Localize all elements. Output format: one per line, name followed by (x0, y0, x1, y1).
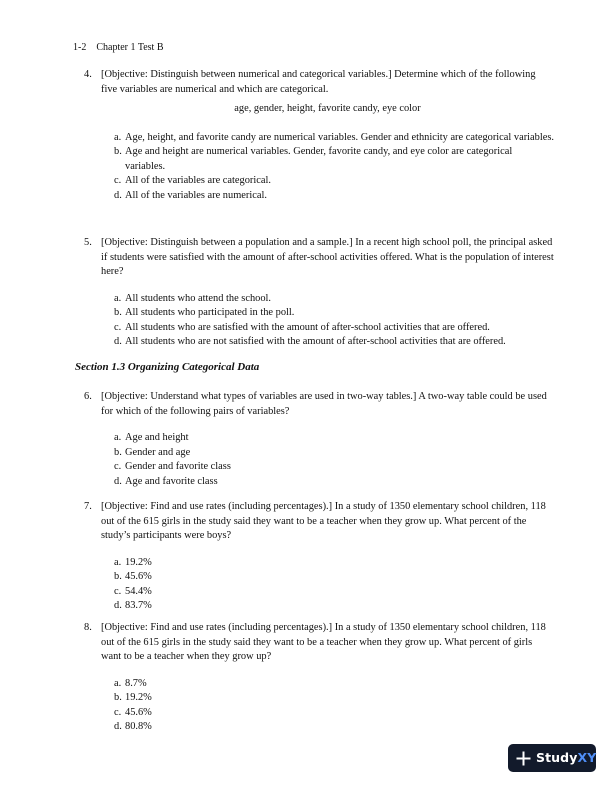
option-letter: c. (114, 706, 122, 718)
option-letter: a. (114, 292, 122, 304)
variable-list: age, gender, height, favorite candy, eye color (234, 103, 421, 114)
question-text: [Objective: Find and use rates (including percentages).] In a study of 1350 elementary school children, 118 out of the 615 girls in the study said they want to be a teacher when they grow up. What percent of girls want to be a teacher when they grow up? (101, 622, 546, 662)
section-heading: Section 1.3 Organizing Categorical Data (75, 361, 260, 373)
brand-name-main: Study (536, 749, 578, 765)
option-letter: c. (114, 175, 122, 186)
question-number: 6. (84, 391, 92, 402)
answer-option-c (114, 706, 554, 721)
option-letter: d. (114, 600, 122, 611)
question-text: [Objective: Find and use rates (including percentages).] In a study of 1350 elementary school children, 118 out of the 615 girls in the study said they want to be a teacher when they grow up. What percent of the study’s participants were boys? (101, 501, 546, 541)
answer-option-b (114, 145, 554, 174)
option-text: All students who attend the school. (125, 292, 272, 304)
answer-option-d (114, 475, 554, 490)
answer-option-a (114, 431, 554, 446)
option-text: Age, height, and favorite candy are numerical variables. Gender and ethnicity are categorical variables. (125, 131, 554, 143)
option-text: 83.7% (125, 600, 152, 611)
option-text: Age and height (125, 432, 189, 443)
option-text: Age and height are numerical variables. Gender, favorite candy, and eye color are categorical variables. (125, 146, 513, 172)
answer-option-a (114, 131, 554, 146)
answer-option-d (114, 720, 554, 735)
option-text: Age and favorite class (125, 475, 218, 487)
studyxy-logo[interactable] (508, 744, 596, 772)
question-text: [Objective: Understand what types of variables are used in two-way tables.] A two-way table could be used for which of the following pairs of variables? (101, 391, 547, 417)
answer-option-c (114, 321, 554, 336)
option-text: Gender and age (125, 446, 191, 458)
option-text: 8.7% (125, 677, 147, 689)
answer-option-a (114, 677, 554, 692)
answer-option-d (114, 335, 554, 350)
option-text: 80.8% (125, 721, 152, 732)
option-letter: d. (114, 336, 122, 347)
option-letter: a. (114, 131, 122, 143)
option-letter: b. (114, 146, 122, 157)
answer-option-d (114, 599, 554, 614)
answer-option-b (114, 691, 554, 706)
page-header (73, 41, 164, 56)
question-number: 7. (84, 501, 92, 512)
option-text: 45.6% (125, 571, 152, 582)
answer-option-a (114, 292, 554, 307)
question-text: [Objective: Distinguish between numerical and categorical variables.] Determine which of the following five variables are numerical and which are categorical. (101, 69, 536, 95)
answer-option-c (114, 174, 554, 189)
option-letter: a. (114, 677, 122, 689)
answer-option-a (114, 556, 554, 571)
option-letter: a. (114, 556, 122, 568)
chapter-title: Chapter 1 Test B (96, 42, 164, 53)
answer-options (114, 131, 554, 204)
option-text: All of the variables are numerical. (125, 189, 267, 201)
option-text: Gender and favorite class (125, 461, 231, 472)
option-letter: d. (114, 475, 122, 487)
option-letter: b. (114, 446, 122, 458)
option-text: All of the variables are categorical. (125, 175, 271, 186)
option-text: 19.2% (125, 692, 152, 703)
option-letter: c. (114, 321, 122, 333)
option-letter: b. (114, 307, 122, 318)
option-text: All students who are not satisfied with the amount of after-school activities that are offered. (125, 336, 506, 347)
question-7 (84, 500, 554, 614)
answer-option-b (114, 570, 554, 585)
answer-option-c (114, 460, 554, 475)
answer-option-b (114, 446, 554, 461)
question-4 (84, 68, 554, 203)
option-letter: d. (114, 721, 122, 732)
question-6 (84, 390, 554, 489)
option-letter: c. (114, 585, 122, 597)
question-number: 5. (84, 237, 92, 248)
question-text: [Objective: Distinguish between a population and a sample.] In a recent high school poll, the principal asked if students were satisfied with the amount of after-school activities offered. What is the population of interest here? (101, 237, 554, 277)
brand-name (536, 751, 596, 766)
answer-option-b (114, 306, 554, 321)
answer-option-d (114, 189, 554, 204)
option-text: 54.4% (125, 585, 152, 597)
question-number: 4. (84, 69, 92, 80)
answer-options (114, 431, 554, 489)
option-letter: b. (114, 692, 122, 703)
question-number: 8. (84, 622, 92, 633)
answer-options (114, 292, 554, 350)
option-text: All students who participated in the poll. (125, 307, 295, 318)
option-letter: c. (114, 461, 122, 472)
question-8 (84, 621, 554, 735)
option-letter: d. (114, 189, 122, 201)
answer-option-c (114, 585, 554, 600)
option-text: All students who are satisfied with the amount of after-school activities that are offered. (125, 321, 490, 333)
option-letter: a. (114, 432, 122, 443)
page-number: 1-2 (73, 42, 87, 53)
answer-options (114, 677, 554, 735)
question-5 (84, 236, 554, 350)
option-letter: b. (114, 571, 122, 582)
option-text: 45.6% (125, 706, 152, 718)
plus-icon (516, 751, 531, 766)
option-text: 19.2% (125, 556, 152, 568)
brand-name-accent: XY (577, 749, 597, 765)
answer-options (114, 556, 554, 614)
